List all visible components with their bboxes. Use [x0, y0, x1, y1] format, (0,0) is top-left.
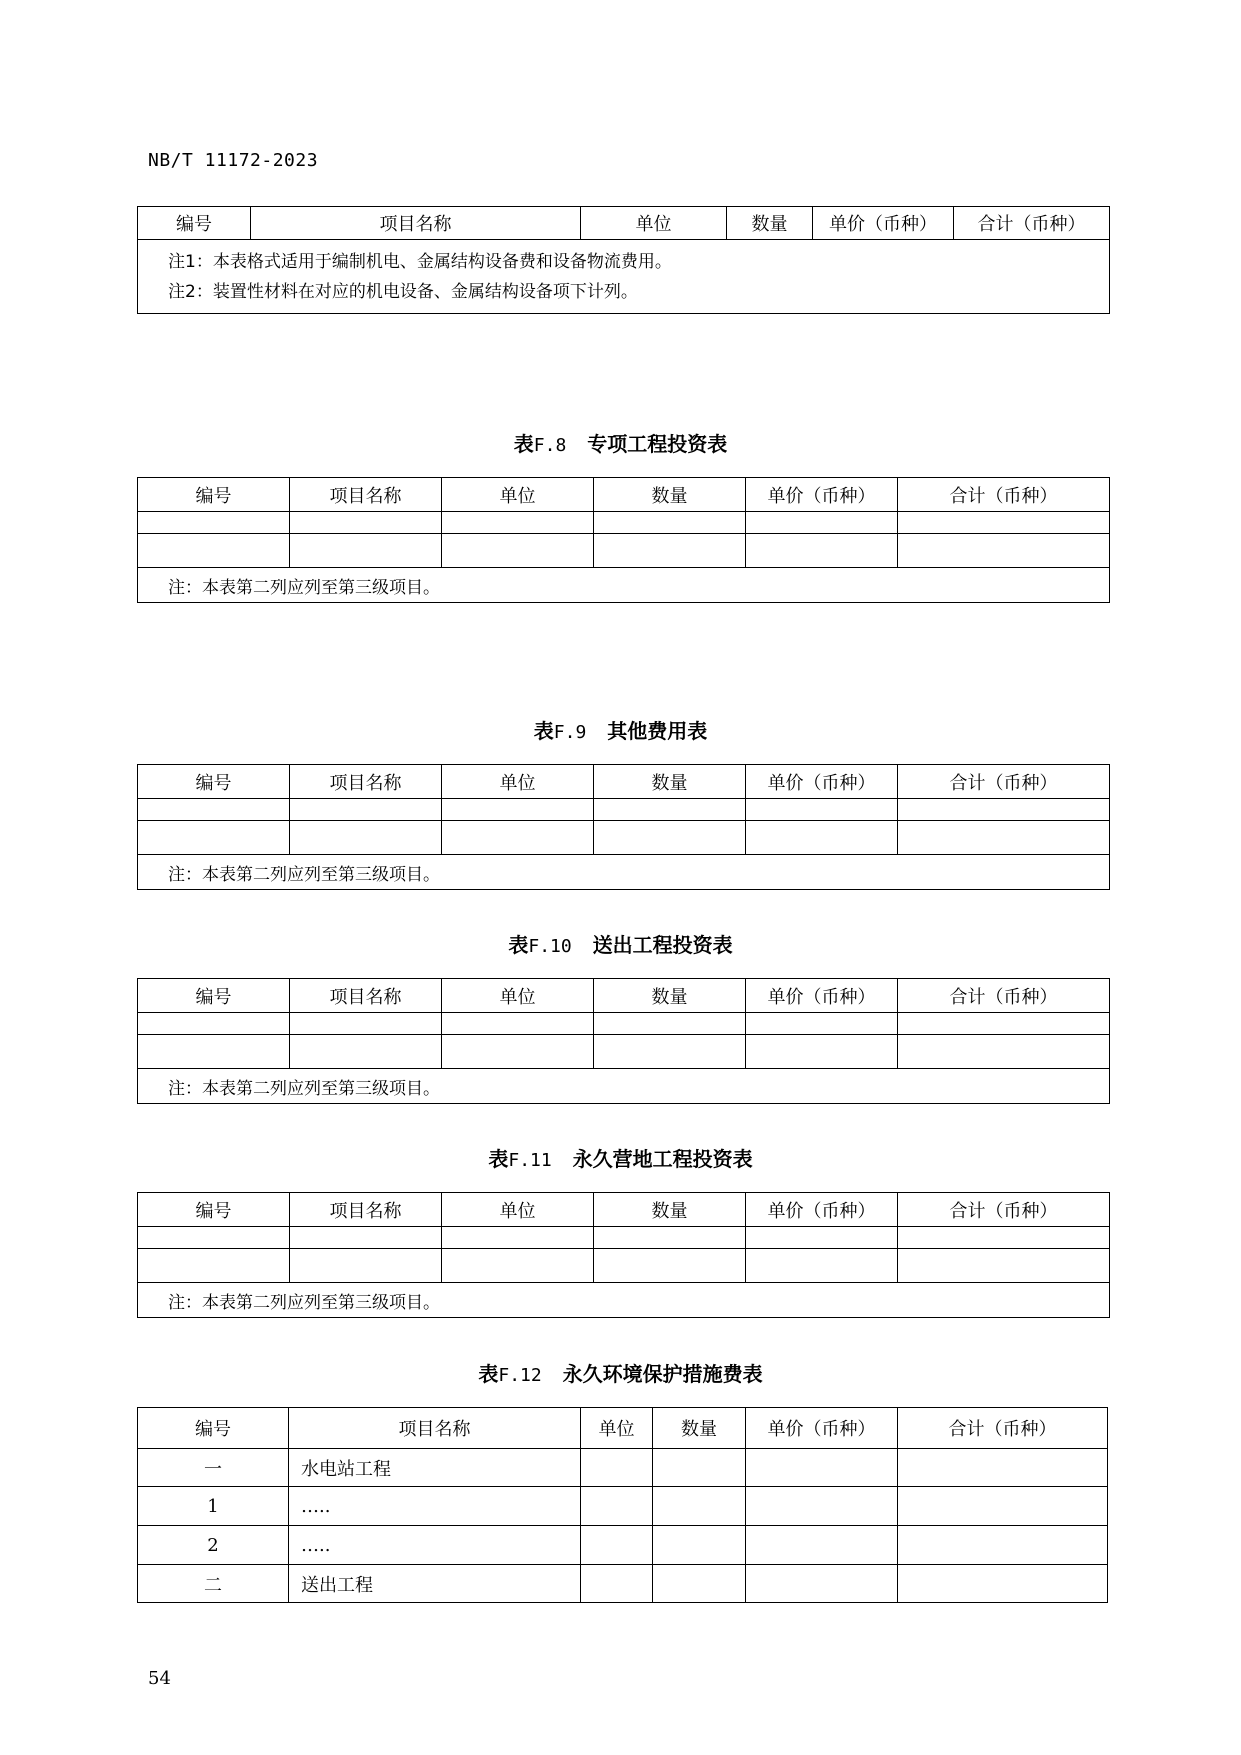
- col-header-unit: 单位: [442, 979, 594, 1013]
- col-header-name: 项目名称: [290, 979, 442, 1013]
- table-title-f10: 表F.10 送出工程投资表: [508, 933, 733, 957]
- row-name: …..: [289, 1487, 581, 1526]
- col-header-name: 项目名称: [290, 1193, 442, 1227]
- col-header-qty: 数量: [653, 1408, 746, 1449]
- table-notes: [138, 240, 1110, 314]
- col-header-id: 编号: [138, 207, 251, 240]
- table-header-row: [138, 1193, 1110, 1227]
- col-header-price: 单价（币种）: [746, 478, 898, 512]
- col-header-id: 编号: [138, 1408, 289, 1449]
- table-row: [138, 1526, 1108, 1565]
- table-f11: [137, 1192, 1110, 1318]
- col-header-qty: 数量: [594, 765, 746, 799]
- note-2: 注2：装置性材料在对应的机电设备、金属结构设备项下计列。: [168, 281, 638, 302]
- table-header-row: [138, 478, 1110, 512]
- table-row: [138, 1013, 1110, 1035]
- row-id: 2: [138, 1526, 289, 1565]
- table-header-row: [138, 765, 1110, 799]
- table-title-f9: 表F.9 其他费用表: [533, 719, 708, 743]
- table-row: [138, 1565, 1108, 1603]
- col-header-name: 项目名称: [289, 1408, 581, 1449]
- col-header-name: 项目名称: [251, 207, 581, 240]
- table-row: [138, 1227, 1110, 1249]
- col-header-total: 合计（币种）: [898, 478, 1110, 512]
- col-header-name: 项目名称: [290, 765, 442, 799]
- col-header-id: 编号: [138, 979, 290, 1013]
- col-header-id: 编号: [138, 1193, 290, 1227]
- col-header-unit: 单位: [581, 1408, 653, 1449]
- col-header-unit: 单位: [442, 1193, 594, 1227]
- table-row: [138, 1487, 1108, 1526]
- row-id: 一: [138, 1449, 289, 1487]
- col-header-total: 合计（币种）: [898, 1193, 1110, 1227]
- col-header-price: 单价（币种）: [746, 765, 898, 799]
- table-title-f12: 表F.12 永久环境保护措施费表: [478, 1362, 763, 1386]
- row-id: 1: [138, 1487, 289, 1526]
- table-note: 注：本表第二列应列至第三级项目。: [138, 855, 1110, 890]
- table-header-row: [138, 207, 1110, 240]
- col-header-name: 项目名称: [290, 478, 442, 512]
- row-name: …..: [289, 1526, 581, 1565]
- col-header-total: 合计（币种）: [898, 1408, 1108, 1449]
- table-note: 注：本表第二列应列至第三级项目。: [138, 1283, 1110, 1318]
- col-header-total: 合计（币种）: [898, 765, 1110, 799]
- table-header-row: [138, 1408, 1108, 1449]
- table-row: [138, 1249, 1110, 1283]
- table-row: [138, 821, 1110, 855]
- col-header-qty: 数量: [594, 979, 746, 1013]
- row-name: 送出工程: [289, 1565, 581, 1603]
- col-header-total: 合计（币种）: [898, 979, 1110, 1013]
- col-header-qty: 数量: [594, 1193, 746, 1227]
- col-header-unit: 单位: [581, 207, 727, 240]
- table-title-f11: 表F.11 永久营地工程投资表: [488, 1147, 753, 1171]
- col-header-qty: 数量: [594, 478, 746, 512]
- table-note: 注：本表第二列应列至第三级项目。: [138, 568, 1110, 603]
- table-f10: [137, 978, 1110, 1104]
- table-note: 注：本表第二列应列至第三级项目。: [138, 1069, 1110, 1104]
- table-row: [138, 534, 1110, 568]
- col-header-price: 单价（币种）: [746, 1408, 898, 1449]
- note-1: 注1：本表格式适用于编制机电、金属结构设备费和设备物流费用。: [168, 251, 672, 272]
- table-row: [138, 512, 1110, 534]
- row-id: 二: [138, 1565, 289, 1603]
- table-row: [138, 1449, 1108, 1487]
- col-header-price: 单价（币种）: [813, 207, 954, 240]
- row-name: 水电站工程: [289, 1449, 581, 1487]
- table-row: [138, 1035, 1110, 1069]
- col-header-qty: 数量: [727, 207, 813, 240]
- col-header-price: 单价（币种）: [746, 1193, 898, 1227]
- table-f12: [137, 1407, 1108, 1603]
- table-header-row: [138, 979, 1110, 1013]
- table-title-f8: 表F.8 专项工程投资表: [513, 432, 728, 456]
- col-header-id: 编号: [138, 478, 290, 512]
- continued-table: [137, 206, 1110, 314]
- table-f9: [137, 764, 1110, 890]
- col-header-unit: 单位: [442, 765, 594, 799]
- document-code: NB/T 11172-2023: [148, 150, 319, 171]
- col-header-total: 合计（币种）: [954, 207, 1110, 240]
- page-number: 54: [148, 1668, 171, 1689]
- col-header-id: 编号: [138, 765, 290, 799]
- col-header-unit: 单位: [442, 478, 594, 512]
- col-header-price: 单价（币种）: [746, 979, 898, 1013]
- table-f8: [137, 477, 1110, 603]
- table-row: [138, 799, 1110, 821]
